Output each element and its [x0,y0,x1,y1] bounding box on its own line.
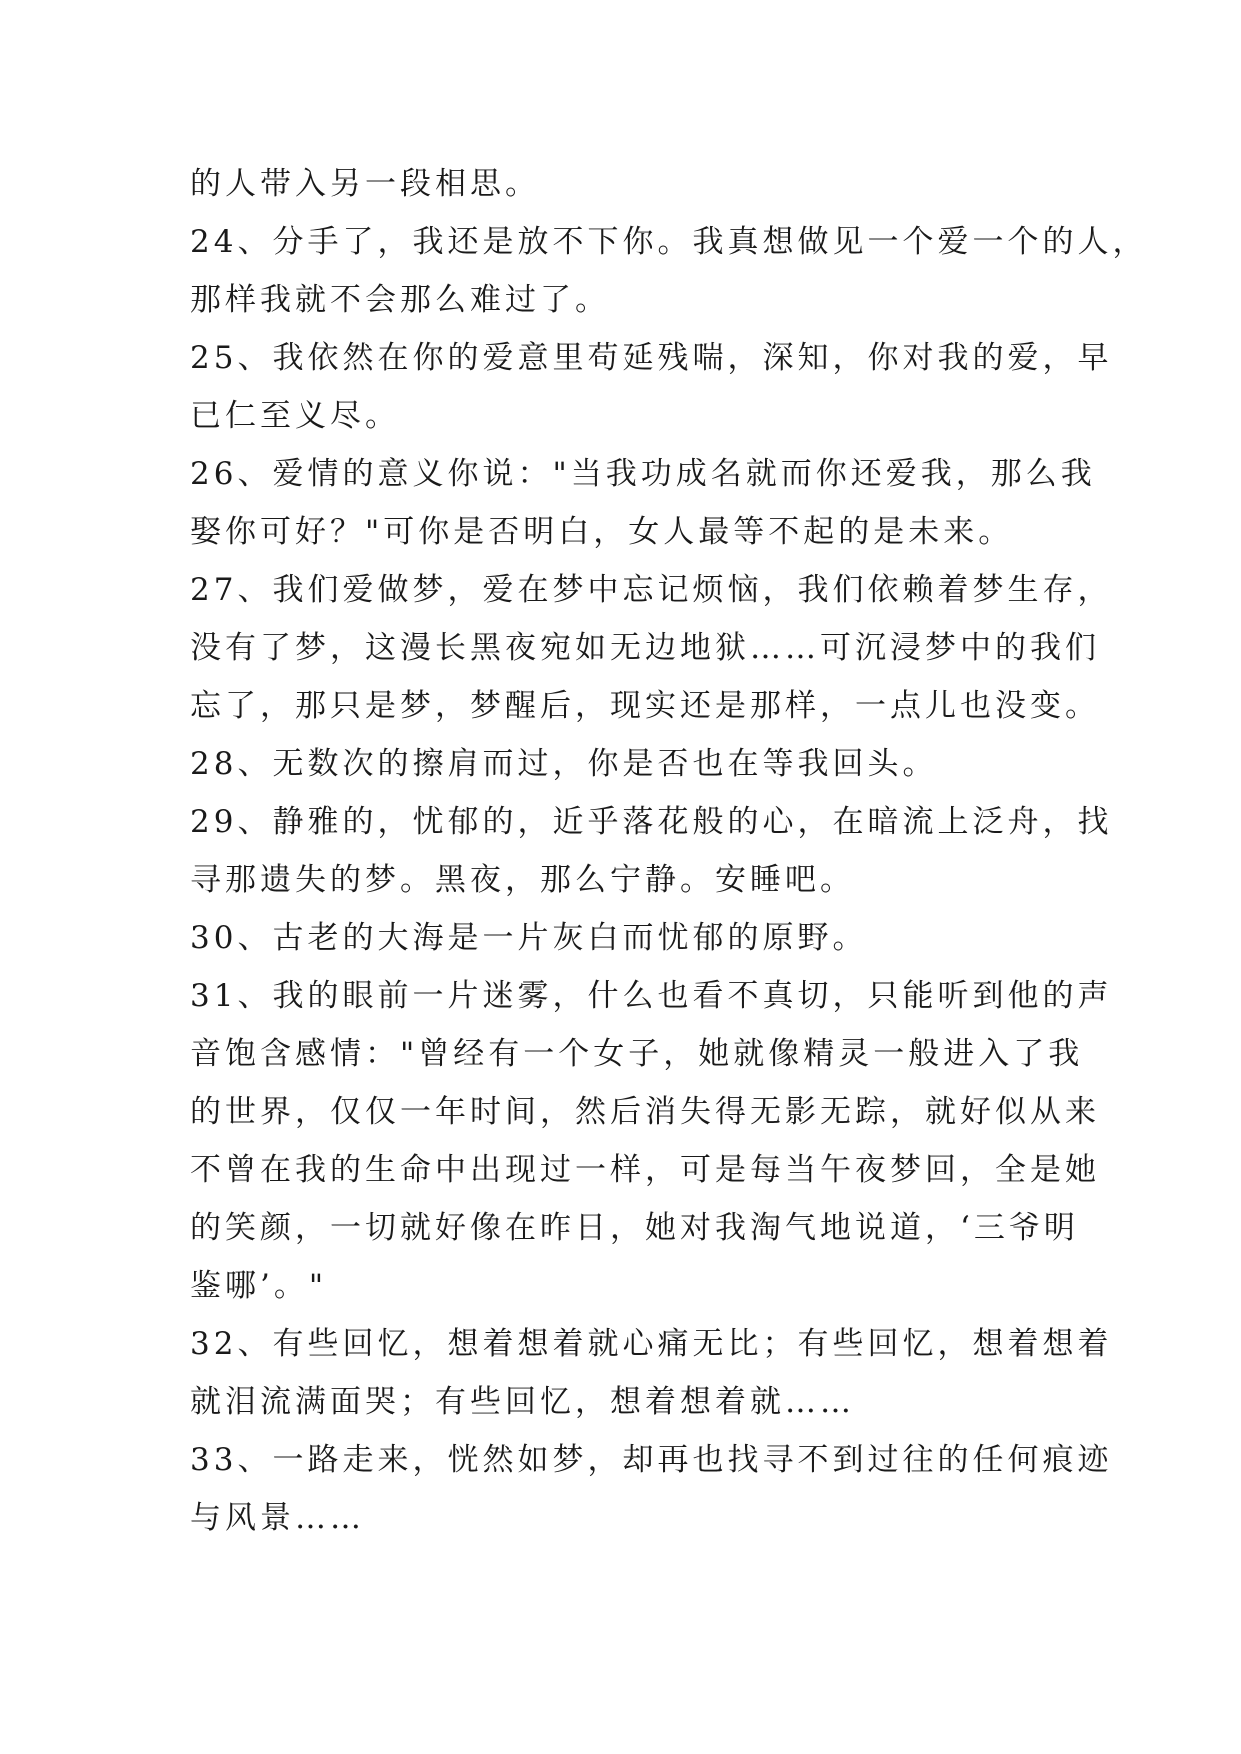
text-line: 32、有些回忆，想着想着就心痛无比；有些回忆，想着想着 [190,1326,1113,1362]
text-line: 寻那遗失的梦。黑夜，那么宁静。安睡吧。 [190,862,855,898]
text-line: 29、静雅的，忧郁的，近乎落花般的心，在暗流上泛舟，找 [190,804,1113,840]
text-line: 的笑颜，一切就好像在昨日，她对我淘气地说道，‘三爷明 [190,1210,1079,1246]
text-line: 31、我的眼前一片迷雾，什么也看不真切，只能听到他的声 [190,978,1113,1014]
text-line: 28、无数次的擦肩而过，你是否也在等我回头。 [190,746,938,782]
text-line: 已仁至义尽。 [190,398,400,434]
text-line: 与风景…… [190,1500,365,1536]
text-line: 33、一路走来，恍然如梦，却再也找寻不到过往的任何痕迹 [190,1442,1113,1478]
text-line: 26、爱情的意义你说："当我功成名就而你还爱我，那么我 [190,456,1096,492]
text-line: 音饱含感情："曾经有一个女子，她就像精灵一般进入了我 [190,1036,1084,1072]
text-line: 30、古老的大海是一片灰白而忧郁的原野。 [190,920,868,956]
text-line: 的人带入另一段相思。 [190,166,540,202]
text-line: 那样我就不会那么难过了。 [190,282,610,318]
text-line: 的世界，仅仅一年时间，然后消失得无影无踪，就好似从来 [190,1094,1100,1130]
text-line: 鉴哪’。" [190,1268,328,1304]
text-line: 忘了，那只是梦，梦醒后，现实还是那样，一点儿也没变。 [190,688,1100,724]
text-line: 27、我们爱做梦，爱在梦中忘记烦恼，我们依赖着梦生存， [190,572,1113,608]
text-line: 没有了梦，这漫长黑夜宛如无边地狱……可沉浸梦中的我们 [190,630,1100,666]
text-line: 24、分手了，我还是放不下你。我真想做见一个爱一个的人， [190,224,1148,260]
text-line: 娶你可好？"可你是否明白，女人最等不起的是未来。 [190,514,1014,550]
text-line: 25、我依然在你的爱意里苟延残喘，深知，你对我的爱，早 [190,340,1113,376]
text-line: 不曾在我的生命中出现过一样，可是每当午夜梦回，全是她 [190,1152,1100,1188]
text-line: 就泪流满面哭；有些回忆，想着想着就…… [190,1384,855,1420]
